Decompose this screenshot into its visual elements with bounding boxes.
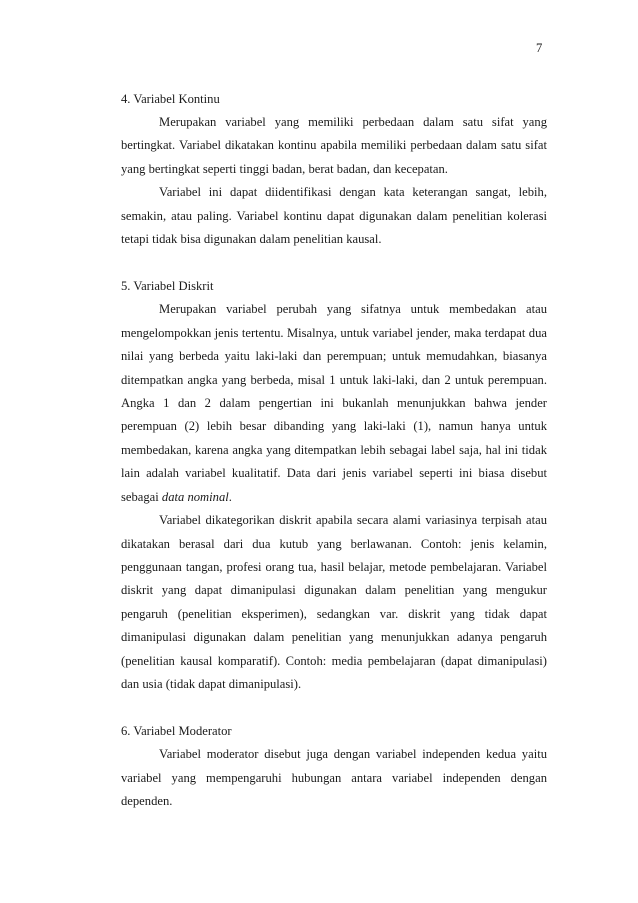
section-variabel-kontinu — [121, 87, 547, 251]
paragraph-text: . — [228, 489, 232, 504]
section-heading: 6. Variabel Moderator — [121, 724, 232, 739]
paragraph: Variabel moderator disebut juga dengan variabel independen kedua yaitu variabel yang mempengaruhi hubungan antara variabel independen dengan dependen. — [121, 747, 547, 809]
paragraph: Variabel ini dapat diidentifikasi dengan kata keterangan sangat, lebih, semakin, atau paling. Variabel kontinu dapat digunakan dalam penelitian kolerasi tetapi tidak bisa digunakan dalam penelitian kausal. — [121, 185, 547, 247]
paragraph — [121, 298, 547, 509]
section-variabel-moderator — [121, 719, 547, 813]
page-content — [121, 87, 547, 814]
paragraph: Merupakan variabel yang memiliki perbedaan dalam satu sifat yang bertingkat. Variabel dikatakan kontinu apabila memiliki perbedaan dalam satu sifat yang bertingkat seperti tinggi badan, berat badan, dan kecepatan. — [121, 115, 547, 176]
section-variabel-diskrit — [121, 274, 547, 696]
section-heading: 4. Variabel Kontinu — [121, 92, 220, 106]
page-number: 7 — [536, 41, 543, 55]
section-heading: 5. Variabel Diskrit — [121, 279, 214, 294]
italic-term: data nominal — [161, 489, 229, 504]
paragraph-text: Merupakan variabel perubah yang sifatnya untuk membedakan atau mengelompokkan jenis tertentu. Misalnya, untuk variabel jender, maka terdapat dua nilai yang berbeda yaitu laki-laki dan perempuan; untuk memudahkan, biasanya ditempatkan angka yang berbeda, misal 1 untuk laki-laki, dan 2 untuk perempuan. Angka 1 dan 2 dalam pengertian ini bukanlah menunjukkan bahwa jender perempuan (2) lebih besar dibanding yang laki-laki (1), namun hanya untuk membedakan, karena angka yang ditempatkan lebih sebagai label saja, hal ini tidak lain adalah variabel kualitatif. Data dari jenis variabel seperti ini biasa disebut sebagai — [121, 302, 547, 504]
paragraph: Variabel dikategorikan diskrit apabila secara alami variasinya terpisah atau dikatakan berasal dari dua kutub yang berlawanan. Contoh: jenis kelamin, penggunaan tangan, profesi orang tua, hasil belajar, metode pembelajaran. Variabel diskrit yang dapat dimanipulasi digunakan dalam penelitian yang mengukur pengaruh (penelitian eksperimen), sedangkan var. diskrit yang tidak dapat dimanipulasi digunakan dalam penelitian yang menunjukkan adanya pengaruh (penelitian kausal komparatif). Contoh: media pembelajaran (dapat dimanipulasi) dan usia (tidak dapat dimanipulasi). — [121, 513, 547, 691]
